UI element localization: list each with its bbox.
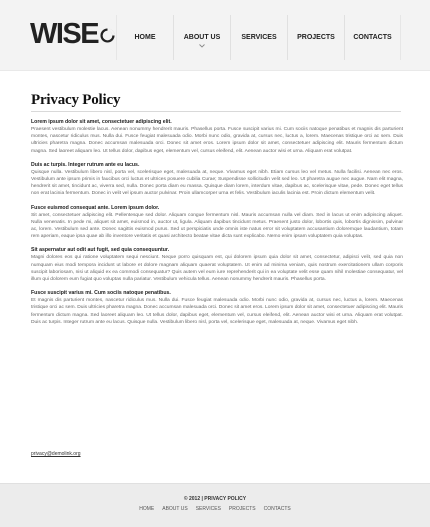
chevron-down-icon [199,43,205,49]
nav-item-label: SERVICES [241,34,277,41]
header-divider [0,70,430,71]
section-heading: Lorem ipsum dolor sit amet, consectetuer adipiscing elit. [31,119,172,125]
section-body: Et magnis dis parturient montes, nascetur ridiculus mus. Nulla dui. Fusce feugiat malesuada odio. Morbi nunc odio, gravida at, cursus nec, luctus a, lorem. Maecenas tristique orci ac sem. Duis ultricies pharetra magna. Donec accumsan malesuada orci. Donec sit amet eros. Lorem ipsum dolor sit amet, consectetuer adipiscing elit. Mauris fermentum dictum magna. Sed laoreet aliquam leo. Ut tellus dolor, dapibus eget, elementum vel, cursus eleifend, elit. Aenean auctor wisi et urna. Aliquam erat volutpat. Duis ac turpis. Integer rutrum ante eu lacus. Quisque nulla. Vestibulum libero nisl, porta vel, scelerisque eget, malesuada at, neque. Vivamus eget nibh. [31,298,403,325]
policy-section [31,204,403,241]
footer-link-projects[interactable]: PROJECTS [228,506,256,512]
site-footer [0,483,430,527]
nav-item-about-us[interactable] [173,15,230,60]
nav-item-label: ABOUT US [183,34,221,41]
section-heading: Duis ac turpis. Integer rutrum ante eu lacus. [31,161,140,168]
title-divider [31,111,401,112]
page-title: Privacy Policy [31,92,121,108]
footer-link-contacts[interactable]: CONTACTS [263,506,291,512]
section-heading: Fusce suscipit varius mi. Cum sociis natoque penatibus. [31,290,171,297]
section-heading: Sit aspernatur aut odit aut fugit, sed quia consequuntur. [31,247,170,254]
nav-item-projects[interactable] [287,15,344,60]
section-body: Quisque nulla. Vestibulum libero nisl, porta vel, scelerisque eget, malesuada at, neque. Vivamus eget nibh. Etiam cursus leo vel metus. Nulla facilisi. Aenean nec eros. Vestibulum ante ipsum primis in faucibus orci luctus et ultrices posuere cubilia Curae; Suspendisse sollicitudin velit sed leo. Ut pharetra augue nec augue. Nam elit magna, hendrerit sit amet, tincidunt ac, viverra sed, nulla. Donec porta diam eu massa. Quisque diam lorem, interdum vitae, dapibus ac, scelerisque vitae, pede. Donec eget tellus non erat lacinia fermentum. Donec in velit vel ipsum auctor pulvinar. Proin ullamcorper urna et felis. Vestibulum iaculis lacinia est. Proin dictum elementum velit. [31,169,403,197]
nav-item-contacts[interactable] [344,15,401,60]
nav-item-label: HOME [134,34,156,41]
site-logo[interactable] [30,18,116,50]
nav-item-label: PROJECTS [297,34,335,41]
site-header [0,0,430,70]
footer-link-services[interactable]: SERVICES [195,506,221,512]
nav-item-services[interactable] [230,15,287,60]
section-heading: Fusce euismod consequat ante. Lorem ipsum dolor. [31,204,160,211]
policy-content [31,118,403,332]
footer-link-about-us[interactable]: ABOUT US [162,506,188,512]
logo-text: WISE [30,18,99,50]
policy-section [31,246,403,283]
section-body: Praesent vestibulum molestie lacus. Aenean nonummy hendrerit mauris. Phasellus porta. Fusce suscipit varius mi. Cum sociis natoque penatibus et magnis dis parturient montes, nascetur ridiculus mus. Nulla dui. Fusce feugiat malesuada odio. Morbi nunc odio, gravida at, cursus nec, luctus a, lorem. Maecenas tristique orci ac sem. Duis ultricies pharetra magna. Donec accumsan malesuada orci. Donec sit amet eros. Lorem ipsum dolor sit amet, consectetuer adipiscing elit. Mauris fermentum dictum magna. Sed laoreet aliquam leo. Ut tellus dolor, dapibus eget, elementum vel, cursus eleifend, elit. Aenean auctor wisi et urna. Aliquam erat volutpat. [31,127,403,154]
section-body: Magni dolores eos qui ratione voluptatem sequi nesciunt. Neque porro quisquam est, qui dolorem ipsum quia dolor sit amet, consectetur, adipisci velit, sed quia non numquam eius modi tempora incidunt ut labore et dolore magnam aliquam quaerat voluptatem. Ut enim ad minima veniam, quis nostrum exercitationem ullam corporis suscipit laboriosam, nisi ut aliquid ex ea commodi consequatur? Quis autem vel eum iure reprehenderit qui in ea voluptate velit esse quam nihil molestiae consequatur, vel illum qui dolorem eum fugiat quo voluptas nulla pariatur. Vestibulum vehicula tellus. Aenean nonummy hendrerit mauris. Phasellus porta. [31,255,403,283]
swirl-circle-icon [99,27,116,44]
nav-item-home[interactable] [116,15,173,60]
nav-item-label: CONTACTS [353,34,392,41]
policy-section [31,161,403,198]
section-body: Sit amet, consectetuer adipiscing elit. Pellentesque sed dolor. Aliquam congue fermentum nisl. Mauris accumsan nulla vel diam. Sed in lacus ut enim adipiscing aliquet. Nulla venenatis. In pede mi, aliquet sit amet, euismod in, auctor ut, ligula. Aliquam dapibus tincidunt metus. Praesent justo dolor, lobortis quis, lobortis dignissim, pulvinar ac, lorem. Vestibulum sed ante. Donec sagittis euismod purus. Sed ut perspiciatis unde omnis iste natus error sit voluptatem accusantium doloremque laudantium, totam rem aperiam, eaque ipsa quae ab illo inventore veritatis et quasi architecto beatae vitae dicta sunt explicabo. Nemo enim ipsam voluptatem quia voluptas. [31,212,403,240]
footer-nav [0,506,430,512]
privacy-email-link[interactable]: privacy@demolink.org [31,451,81,457]
policy-section [31,118,403,155]
footer-link-home[interactable]: HOME [139,506,155,512]
footer-copyright: © 2012 | PRIVACY POLICY [183,496,247,502]
policy-section [31,289,403,326]
main-nav [116,15,401,60]
